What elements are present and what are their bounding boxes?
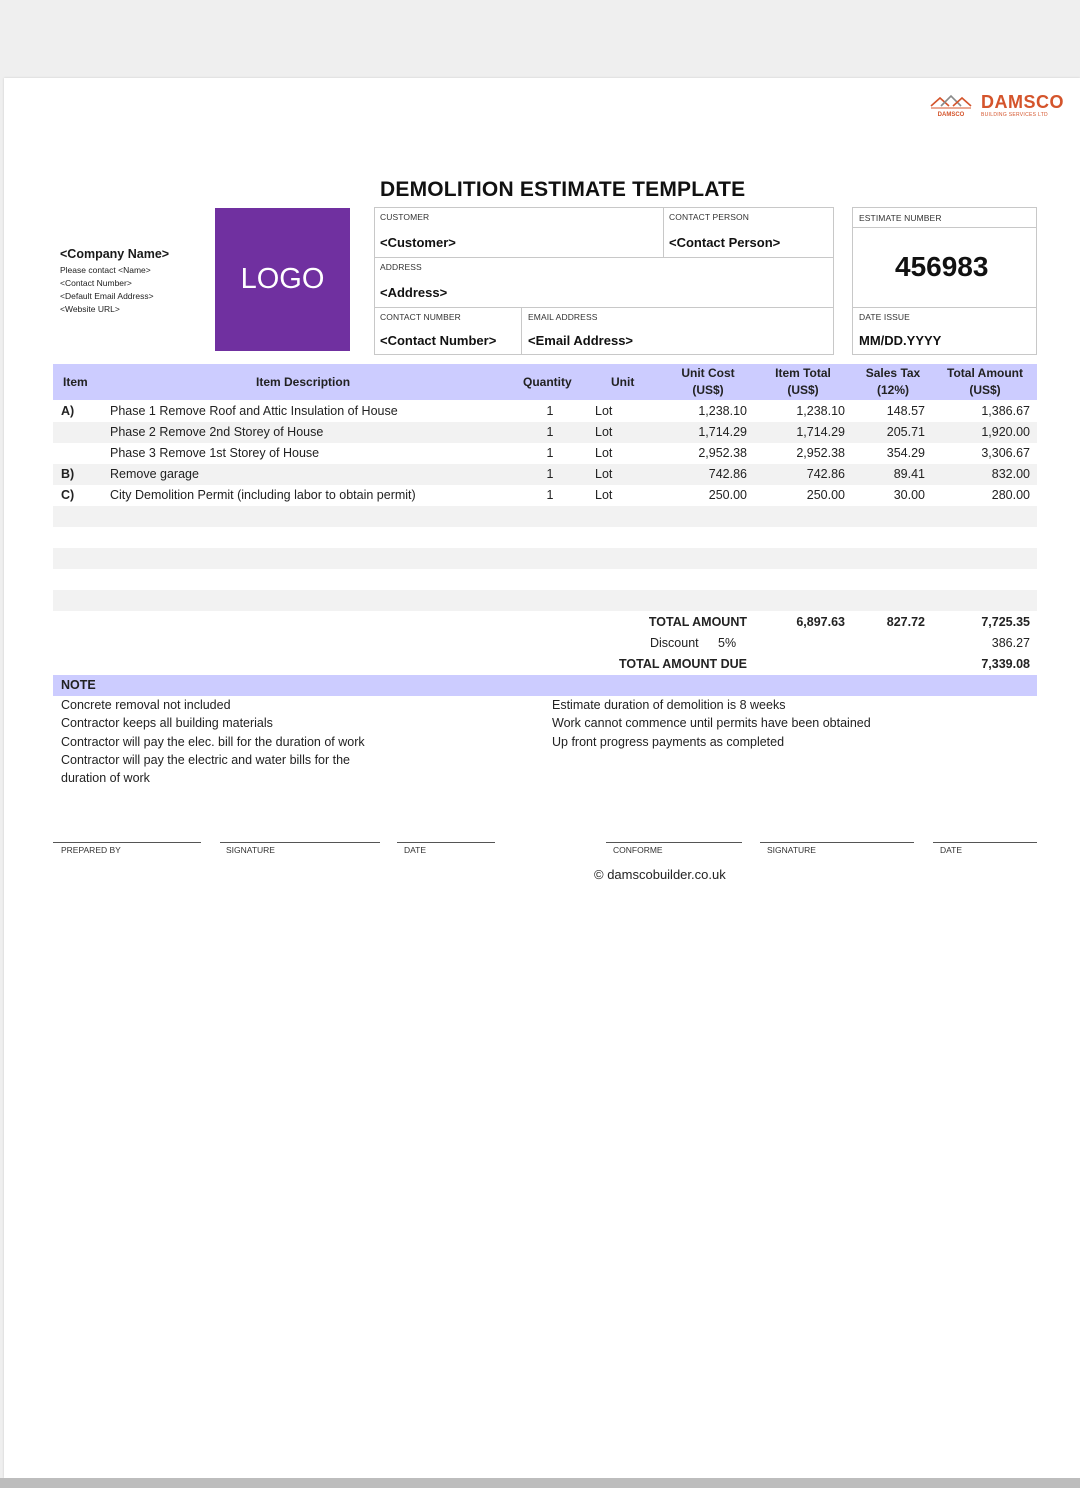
footer-copyright: © damscobuilder.co.uk xyxy=(594,867,726,882)
table-row xyxy=(53,443,1037,464)
customer-cell xyxy=(374,207,664,258)
header-sales-tax xyxy=(858,365,928,399)
address-value[interactable]: <Address> xyxy=(380,285,448,300)
cell-unit-cost[interactable]: 1,238.10 xyxy=(698,404,747,418)
date-label-2: DATE xyxy=(940,845,963,855)
document-page xyxy=(4,78,1080,1478)
cell-item-total[interactable]: 1,238.10 xyxy=(796,404,845,418)
date-issue-value[interactable]: MM/DD.YYYY xyxy=(859,333,942,348)
prepared-by-label: PREPARED BY xyxy=(61,845,121,855)
header-item-total-line1: Item Total xyxy=(775,366,831,380)
date-label-1: DATE xyxy=(404,845,427,855)
cell-unit-cost[interactable]: 2,952.38 xyxy=(698,446,747,460)
cell-sales-tax[interactable]: 354.29 xyxy=(886,446,925,460)
contact-person-cell xyxy=(663,207,834,258)
cell-total[interactable]: 3,306.67 xyxy=(981,446,1030,460)
cell-item[interactable]: C) xyxy=(61,488,75,502)
conforme-label: CONFORME xyxy=(613,845,663,855)
date-line-1[interactable] xyxy=(397,842,495,843)
total-amount-row xyxy=(53,612,1037,633)
estimate-number-label: ESTIMATE NUMBER xyxy=(859,213,942,223)
total-due-label: TOTAL AMOUNT DUE xyxy=(618,657,747,671)
total-amount-value: 7,725.35 xyxy=(981,615,1030,629)
table-row xyxy=(53,464,1037,485)
note-left-3: Contractor will pay the elec. bill for the duration of work xyxy=(61,735,365,749)
estimate-number-label-cell xyxy=(852,207,1037,228)
cell-description[interactable]: Phase 1 Remove Roof and Attic Insulation of House xyxy=(110,404,398,418)
cell-unit[interactable]: Lot xyxy=(595,425,613,439)
note-right-1: Estimate duration of demolition is 8 weeks xyxy=(552,698,786,712)
estimate-number-cell xyxy=(852,227,1037,308)
address-cell xyxy=(374,257,834,308)
cell-unit-cost[interactable]: 250.00 xyxy=(708,488,747,502)
cell-unit[interactable]: Lot xyxy=(595,404,613,418)
header-unit-cost-line1: Unit Cost xyxy=(681,366,735,380)
table-header xyxy=(53,364,1037,400)
signature-label-2: SIGNATURE xyxy=(767,845,816,855)
company-contact-name: Please contact <Name> xyxy=(60,265,151,275)
table-row xyxy=(53,548,1037,569)
cell-unit-cost[interactable]: 1,714.29 xyxy=(698,425,747,439)
cell-total[interactable]: 280.00 xyxy=(991,488,1030,502)
company-website: <Website URL> xyxy=(60,304,120,314)
discount-label: Discount xyxy=(650,636,699,650)
header-unit: Unit xyxy=(611,375,635,389)
cell-sales-tax[interactable]: 205.71 xyxy=(886,425,925,439)
document-title: DEMOLITION ESTIMATE TEMPLATE xyxy=(380,178,746,201)
cell-quantity[interactable]: 1 xyxy=(546,488,554,502)
signature-label-1: SIGNATURE xyxy=(226,845,275,855)
header-description: Item Description xyxy=(256,375,351,389)
total-due-value: 7,339.08 xyxy=(981,657,1030,671)
company-name: <Company Name> xyxy=(60,247,170,261)
contact-number-cell xyxy=(374,307,522,355)
table-row xyxy=(53,590,1037,611)
header-item: Item xyxy=(63,375,88,389)
total-sales-tax: 827.72 xyxy=(886,615,925,629)
header-sales-tax-line2: (12%) xyxy=(876,383,909,397)
date-issue-cell xyxy=(852,307,1037,355)
brand-subtitle: BUILDING SERVICES LTD xyxy=(981,112,1048,118)
cell-item[interactable]: B) xyxy=(61,467,75,481)
cell-description[interactable]: Phase 3 Remove 1st Storey of House xyxy=(110,446,320,460)
note-left-4: Contractor will pay the electric and water bills for the xyxy=(61,753,351,767)
signature-line-2[interactable] xyxy=(760,842,914,843)
cell-unit[interactable]: Lot xyxy=(595,488,613,502)
contact-person-value[interactable]: <Contact Person> xyxy=(669,235,781,250)
cell-unit[interactable]: Lot xyxy=(595,446,613,460)
table-row xyxy=(53,506,1037,527)
contact-person-label: CONTACT PERSON xyxy=(669,212,749,222)
note-left-5: duration of work xyxy=(61,771,150,785)
window-bottom-bar xyxy=(0,1478,1080,1488)
note-right-3: Up front progress payments as completed xyxy=(552,735,785,749)
cell-description[interactable]: City Demolition Permit (including labor to obtain permit) xyxy=(110,488,416,502)
cell-item-total[interactable]: 2,952.38 xyxy=(796,446,845,460)
cell-unit-cost[interactable]: 742.86 xyxy=(708,467,747,481)
note-header xyxy=(53,675,1037,696)
header-sales-tax-line1: Sales Tax xyxy=(865,366,921,380)
signature-line-1[interactable] xyxy=(220,842,380,843)
note-left-1: Concrete removal not included xyxy=(61,698,231,712)
cell-sales-tax[interactable]: 148.57 xyxy=(886,404,925,418)
note-left-2: Contractor keeps all building materials xyxy=(61,716,273,730)
address-label: ADDRESS xyxy=(380,262,422,272)
cell-quantity[interactable]: 1 xyxy=(546,404,554,418)
cell-description[interactable]: Remove garage xyxy=(110,467,199,481)
cell-quantity[interactable]: 1 xyxy=(546,467,554,481)
brand-logo xyxy=(929,92,1071,120)
contact-number-label: CONTACT NUMBER xyxy=(380,312,461,322)
header-quantity: Quantity xyxy=(523,375,572,389)
brand-name: DAMSCO xyxy=(981,92,1064,112)
estimate-number-value[interactable]: 456983 xyxy=(895,251,989,282)
date-line-2[interactable] xyxy=(933,842,1037,843)
table-row xyxy=(53,569,1037,590)
header-item-total-line2: (US$) xyxy=(787,383,819,397)
discount-amount: 386.27 xyxy=(991,636,1030,650)
prepared-by-line[interactable] xyxy=(53,842,201,843)
total-item-total: 6,897.63 xyxy=(796,615,845,629)
total-amount-label: TOTAL AMOUNT xyxy=(648,615,747,629)
discount-percent[interactable]: 5% xyxy=(718,636,737,650)
note-right-2: Work cannot commence until permits have been obtained xyxy=(552,716,871,730)
logo-text: LOGO xyxy=(240,263,325,295)
cell-sales-tax[interactable]: 89.41 xyxy=(893,467,925,481)
table-row xyxy=(53,485,1037,506)
total-due-row xyxy=(53,654,1037,675)
date-issue-label: DATE ISSUE xyxy=(859,312,910,322)
cell-item-total[interactable]: 742.86 xyxy=(806,467,845,481)
cell-description[interactable]: Phase 2 Remove 2nd Storey of House xyxy=(110,425,324,439)
cell-sales-tax[interactable]: 30.00 xyxy=(893,488,925,502)
note-label: NOTE xyxy=(61,678,96,692)
header-unit-cost-line2: (US$) xyxy=(692,383,724,397)
cell-total[interactable]: 1,920.00 xyxy=(981,425,1030,439)
header-total-amount-line2: (US$) xyxy=(969,383,1001,397)
company-contact-number: <Contact Number> xyxy=(60,278,132,288)
table-row xyxy=(53,401,1037,422)
email-label: EMAIL ADDRESS xyxy=(528,312,598,322)
header-unit-cost xyxy=(673,365,743,399)
logo-placeholder xyxy=(215,208,350,351)
email-cell xyxy=(521,307,834,355)
contact-number-value[interactable]: <Contact Number> xyxy=(380,333,497,348)
cell-item[interactable]: A) xyxy=(61,404,75,418)
table-row xyxy=(53,527,1037,548)
house-roof-icon xyxy=(929,92,973,120)
cell-quantity[interactable]: 1 xyxy=(546,446,554,460)
cell-total[interactable]: 832.00 xyxy=(991,467,1030,481)
brand-icon-text: DAMSCO xyxy=(937,112,965,118)
cell-item-total[interactable]: 250.00 xyxy=(806,488,845,502)
customer-value[interactable]: <Customer> xyxy=(380,235,456,250)
customer-label: CUSTOMER xyxy=(380,212,430,222)
discount-row xyxy=(53,633,1037,654)
email-value[interactable]: <Email Address> xyxy=(528,333,634,348)
cell-unit[interactable]: Lot xyxy=(595,467,613,481)
cell-total[interactable]: 1,386.67 xyxy=(981,404,1030,418)
header-total-amount xyxy=(939,365,1031,399)
cell-quantity[interactable]: 1 xyxy=(546,425,554,439)
company-email: <Default Email Address> xyxy=(60,291,154,301)
cell-item-total[interactable]: 1,714.29 xyxy=(796,425,845,439)
table-row xyxy=(53,422,1037,443)
header-total-amount-line1: Total Amount xyxy=(947,366,1023,380)
conforme-line[interactable] xyxy=(606,842,742,843)
header-item-total xyxy=(768,365,838,399)
